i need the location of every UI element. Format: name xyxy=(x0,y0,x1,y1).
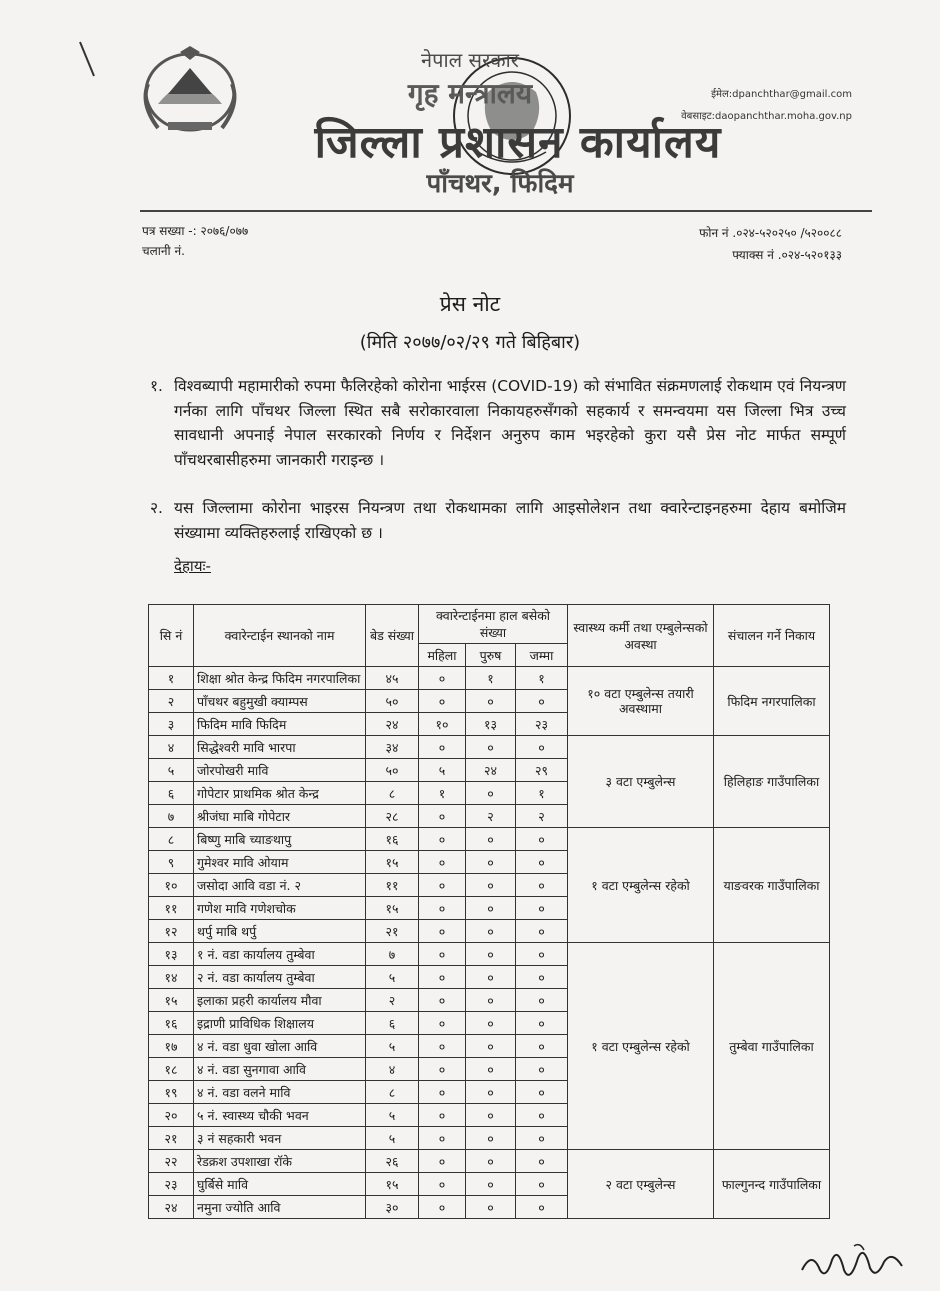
row-beds: ८ xyxy=(366,782,419,805)
row-name: २ नं. वडा कार्यालय तुम्बेवा xyxy=(194,966,366,989)
signature xyxy=(798,1240,908,1286)
row-total: ० xyxy=(516,1081,568,1104)
row-total: ० xyxy=(516,897,568,920)
row-female: ५ xyxy=(419,759,466,782)
row-beds: ७ xyxy=(366,943,419,966)
col-current: क्वारेन्टाईनमा हाल बसेको संख्या xyxy=(419,605,568,644)
row-total: ० xyxy=(516,874,568,897)
group-health: १ वटा एम्बुलेन्स रहेको xyxy=(568,943,714,1150)
row-sn: ४ xyxy=(149,736,194,759)
row-male: ० xyxy=(466,1058,516,1081)
row-name: घुर्बिसे मावि xyxy=(194,1173,366,1196)
table-row xyxy=(149,736,830,759)
row-female: ० xyxy=(419,1104,466,1127)
row-total: २ xyxy=(516,805,568,828)
row-total: १ xyxy=(516,782,568,805)
row-name: इद्राणी प्राविधिक शिक्षालय xyxy=(194,1012,366,1035)
row-total: ० xyxy=(516,1058,568,1081)
table-row xyxy=(149,943,830,966)
row-female: ० xyxy=(419,828,466,851)
group-operator: फिदिम नगरपालिका xyxy=(714,667,830,736)
row-male: ० xyxy=(466,874,516,897)
contact-website: वेबसाइट:daopanchthar.moha.gov.np xyxy=(681,111,852,122)
row-male: ० xyxy=(466,943,516,966)
row-sn: १३ xyxy=(149,943,194,966)
row-female: ० xyxy=(419,966,466,989)
row-female: ० xyxy=(419,989,466,1012)
row-total: ० xyxy=(516,1127,568,1150)
table-row xyxy=(149,667,830,690)
row-female: ० xyxy=(419,1150,466,1173)
row-total: ० xyxy=(516,966,568,989)
row-total: ० xyxy=(516,1035,568,1058)
row-name: ४ नं. वडा वलने मावि xyxy=(194,1081,366,1104)
row-total: २३ xyxy=(516,713,568,736)
row-male: ० xyxy=(466,1012,516,1035)
paragraph-text: विश्वब्यापी महामारीको रुपमा फैलिरहेको कोरोना भाईरस (COVID-19) को संभावित संक्रमणलाई रोकथाम एवं नियन्त्रण गर्नका लागि पाँचथर जिल्ला स्थित सबै सरोकारवाला निकायहरुसँगको सहकार्य र समन्वयमा यस जिल्ला भित्र उच्च सावधानी अपनाई नेपाल सरकारको निर्णय र निर्देशन अनुरुप काम भइरहेको कुरा यसै प्रेस नोट मार्फत सम्पूर्ण पाँचथरबासीहरुमा जानकारी गराइन्छ । xyxy=(174,377,846,469)
header-government: नेपाल सरकार xyxy=(421,48,519,72)
row-sn: ३ xyxy=(149,713,194,736)
row-total: ० xyxy=(516,1104,568,1127)
row-female: ० xyxy=(419,1035,466,1058)
group-operator: याङवरक गाउँपालिका xyxy=(714,828,830,943)
group-operator: हिलिहाङ गाउँपालिका xyxy=(714,736,830,828)
col-total: जम्मा xyxy=(516,644,568,667)
row-sn: १६ xyxy=(149,1012,194,1035)
row-name: ३ नं सहकारी भवन xyxy=(194,1127,366,1150)
row-sn: २० xyxy=(149,1104,194,1127)
row-total: २९ xyxy=(516,759,568,782)
row-male: ० xyxy=(466,1104,516,1127)
row-male: ० xyxy=(466,1127,516,1150)
header-office: जिल्ला प्रशासन कार्यालय xyxy=(314,117,722,168)
row-name: गोपेटार प्राथमिक श्रोत केन्द्र xyxy=(194,782,366,805)
row-total: ० xyxy=(516,943,568,966)
row-sn: ९ xyxy=(149,851,194,874)
pen-mark xyxy=(78,40,98,80)
row-sn: १० xyxy=(149,874,194,897)
phone-number: फोन नं .०२४-५२०२५० /५२००८८ xyxy=(699,226,842,240)
row-beds: २६ xyxy=(366,1150,419,1173)
group-operator: तुम्बेवा गाउँपालिका xyxy=(714,943,830,1150)
row-beds: २ xyxy=(366,989,419,1012)
row-male: ० xyxy=(466,897,516,920)
row-male: ० xyxy=(466,782,516,805)
row-name: गणेश मावि गणेशचोक xyxy=(194,897,366,920)
row-female: ० xyxy=(419,1081,466,1104)
paragraph-2 xyxy=(150,496,846,545)
row-beds: १६ xyxy=(366,828,419,851)
row-male: २ xyxy=(466,805,516,828)
row-name: ५ नं. स्वास्थ्य चौकी भवन xyxy=(194,1104,366,1127)
row-beds: ५ xyxy=(366,966,419,989)
row-beds: ५० xyxy=(366,690,419,713)
row-female: ० xyxy=(419,851,466,874)
row-name: पाँचथर बहुमुखी क्याम्पस xyxy=(194,690,366,713)
row-female: ० xyxy=(419,1127,466,1150)
row-male: ० xyxy=(466,1150,516,1173)
row-beds: २४ xyxy=(366,713,419,736)
header-divider xyxy=(140,210,872,212)
row-female: ० xyxy=(419,805,466,828)
row-name: थर्पु माबि थर्पु xyxy=(194,920,366,943)
col-sn: सि नं xyxy=(149,605,194,667)
row-male: ० xyxy=(466,828,516,851)
row-male: ० xyxy=(466,1035,516,1058)
row-female: ० xyxy=(419,943,466,966)
row-sn: १९ xyxy=(149,1081,194,1104)
row-female: ० xyxy=(419,1196,466,1219)
row-beds: ८ xyxy=(366,1081,419,1104)
row-beds: ५ xyxy=(366,1104,419,1127)
row-beds: ५ xyxy=(366,1035,419,1058)
row-female: ० xyxy=(419,897,466,920)
letter-number: पत्र सख्या -: २०७६/०७७ xyxy=(142,224,249,238)
row-sn: ६ xyxy=(149,782,194,805)
row-beds: १५ xyxy=(366,1173,419,1196)
group-health: २ वटा एम्बुलेन्स xyxy=(568,1150,714,1219)
row-beds: ५० xyxy=(366,759,419,782)
row-male: ० xyxy=(466,966,516,989)
group-operator: फाल्गुनन्द गाउँपालिका xyxy=(714,1150,830,1219)
row-name: जोरपोखरी मावि xyxy=(194,759,366,782)
row-name: सिद्धेश्वरी मावि भारपा xyxy=(194,736,366,759)
nepal-emblem-icon xyxy=(138,44,242,138)
fax-number: फ्याक्स नं .०२४-५२०१३३ xyxy=(732,248,842,262)
row-name: ४ नं. वडा धुवा खोला आवि xyxy=(194,1035,366,1058)
row-name: फिदिम मावि फिदिम xyxy=(194,713,366,736)
col-operator: संचालन गर्ने निकाय xyxy=(714,605,830,667)
row-male: १ xyxy=(466,667,516,690)
row-sn: १२ xyxy=(149,920,194,943)
row-sn: १४ xyxy=(149,966,194,989)
table-row xyxy=(149,828,830,851)
row-sn: ११ xyxy=(149,897,194,920)
row-sn: २२ xyxy=(149,1150,194,1173)
col-health: स्वास्थ्य कर्मी तथा एम्बुलेन्सको अवस्था xyxy=(568,605,714,667)
row-male: ० xyxy=(466,1196,516,1219)
paragraph-number: २. xyxy=(150,499,163,517)
row-sn: १८ xyxy=(149,1058,194,1081)
row-female: १० xyxy=(419,713,466,736)
row-male: ० xyxy=(466,920,516,943)
paragraph-number: १. xyxy=(150,377,163,395)
row-name: ४ नं. वडा सुनगावा आवि xyxy=(194,1058,366,1081)
row-male: ० xyxy=(466,690,516,713)
row-male: ० xyxy=(466,1081,516,1104)
paragraph-1 xyxy=(150,374,846,472)
row-total: १ xyxy=(516,667,568,690)
row-sn: २३ xyxy=(149,1173,194,1196)
quarantine-table xyxy=(148,604,830,1219)
row-beds: २१ xyxy=(366,920,419,943)
row-sn: ५ xyxy=(149,759,194,782)
row-total: ० xyxy=(516,736,568,759)
row-name: बिष्णु माबि च्याङथापु xyxy=(194,828,366,851)
row-male: ० xyxy=(466,989,516,1012)
row-name: श्रीजंघा माबि गोपेटार xyxy=(194,805,366,828)
row-female: १ xyxy=(419,782,466,805)
row-total: ० xyxy=(516,1173,568,1196)
row-name: रेडक्रश उपशाखा रॉके xyxy=(194,1150,366,1173)
dehay-label: देहायः- xyxy=(174,557,211,575)
row-sn: १ xyxy=(149,667,194,690)
group-health: १ वटा एम्बुलेन्स रहेको xyxy=(568,828,714,943)
row-beds: ४५ xyxy=(366,667,419,690)
col-male: पुरुष xyxy=(466,644,516,667)
row-beds: ४ xyxy=(366,1058,419,1081)
row-beds: ५ xyxy=(366,1127,419,1150)
row-total: ० xyxy=(516,1012,568,1035)
row-sn: २ xyxy=(149,690,194,713)
row-sn: २४ xyxy=(149,1196,194,1219)
paragraph-text: यस जिल्लामा कोरोना भाइरस नियन्त्रण तथा रोकथामका लागि आइसोलेशन तथा क्वारेन्टाइनहरुमा देहाय बमोजिम संख्यामा व्यक्तिहरुलाई राखिएको छ । xyxy=(174,499,846,542)
row-sn: १५ xyxy=(149,989,194,1012)
row-female: ० xyxy=(419,1173,466,1196)
row-female: ० xyxy=(419,1058,466,1081)
row-total: ० xyxy=(516,828,568,851)
row-total: ० xyxy=(516,690,568,713)
col-female: महिला xyxy=(419,644,466,667)
group-health: १० वटा एम्बुलेन्स तयारी अवस्थामा xyxy=(568,667,714,736)
row-male: १३ xyxy=(466,713,516,736)
row-beds: ६ xyxy=(366,1012,419,1035)
group-health: ३ वटा एम्बुलेन्स xyxy=(568,736,714,828)
col-beds: बेड संख्या xyxy=(366,605,419,667)
row-female: ० xyxy=(419,667,466,690)
col-name: क्वारेन्टाईन स्थानको नाम xyxy=(194,605,366,667)
row-name: जसोदा आवि वडा नं. २ xyxy=(194,874,366,897)
table-row xyxy=(149,1150,830,1173)
row-female: ० xyxy=(419,874,466,897)
row-total: ० xyxy=(516,1196,568,1219)
row-female: ० xyxy=(419,920,466,943)
row-female: ० xyxy=(419,690,466,713)
header-ministry: गृह मन्त्रालय xyxy=(407,77,533,110)
header-location: पाँचथर, फिदिम xyxy=(426,169,574,199)
row-female: ० xyxy=(419,736,466,759)
row-total: ० xyxy=(516,1150,568,1173)
row-name: शिक्षा श्रोत केन्द्र फिदिम नगरपालिका xyxy=(194,667,366,690)
dispatch-number: चलानी नं. xyxy=(142,244,185,258)
contact-email: ईमेल:dpanchthar@gmail.com xyxy=(711,89,852,100)
row-male: २४ xyxy=(466,759,516,782)
row-female: ० xyxy=(419,1012,466,1035)
row-sn: १७ xyxy=(149,1035,194,1058)
row-name: इलाका प्रहरी कार्यालय मौवा xyxy=(194,989,366,1012)
row-male: ० xyxy=(466,851,516,874)
row-sn: ८ xyxy=(149,828,194,851)
row-sn: २१ xyxy=(149,1127,194,1150)
row-total: ० xyxy=(516,920,568,943)
page-title: प्रेस नोट xyxy=(439,292,501,316)
row-beds: १५ xyxy=(366,851,419,874)
row-name: नमुना ज्योति आवि xyxy=(194,1196,366,1219)
row-total: ० xyxy=(516,989,568,1012)
row-beds: ११ xyxy=(366,874,419,897)
row-sn: ७ xyxy=(149,805,194,828)
row-male: ० xyxy=(466,736,516,759)
row-name: १ नं. वडा कार्यालय तुम्बेवा xyxy=(194,943,366,966)
row-name: गुमेश्वर मावि ओयाम xyxy=(194,851,366,874)
row-total: ० xyxy=(516,851,568,874)
row-beds: ३० xyxy=(366,1196,419,1219)
row-beds: २८ xyxy=(366,805,419,828)
row-male: ० xyxy=(466,1173,516,1196)
row-beds: १५ xyxy=(366,897,419,920)
date-line: (मिति २०७७/०२/२९ गते बिहिबार) xyxy=(359,332,581,353)
row-beds: ३४ xyxy=(366,736,419,759)
